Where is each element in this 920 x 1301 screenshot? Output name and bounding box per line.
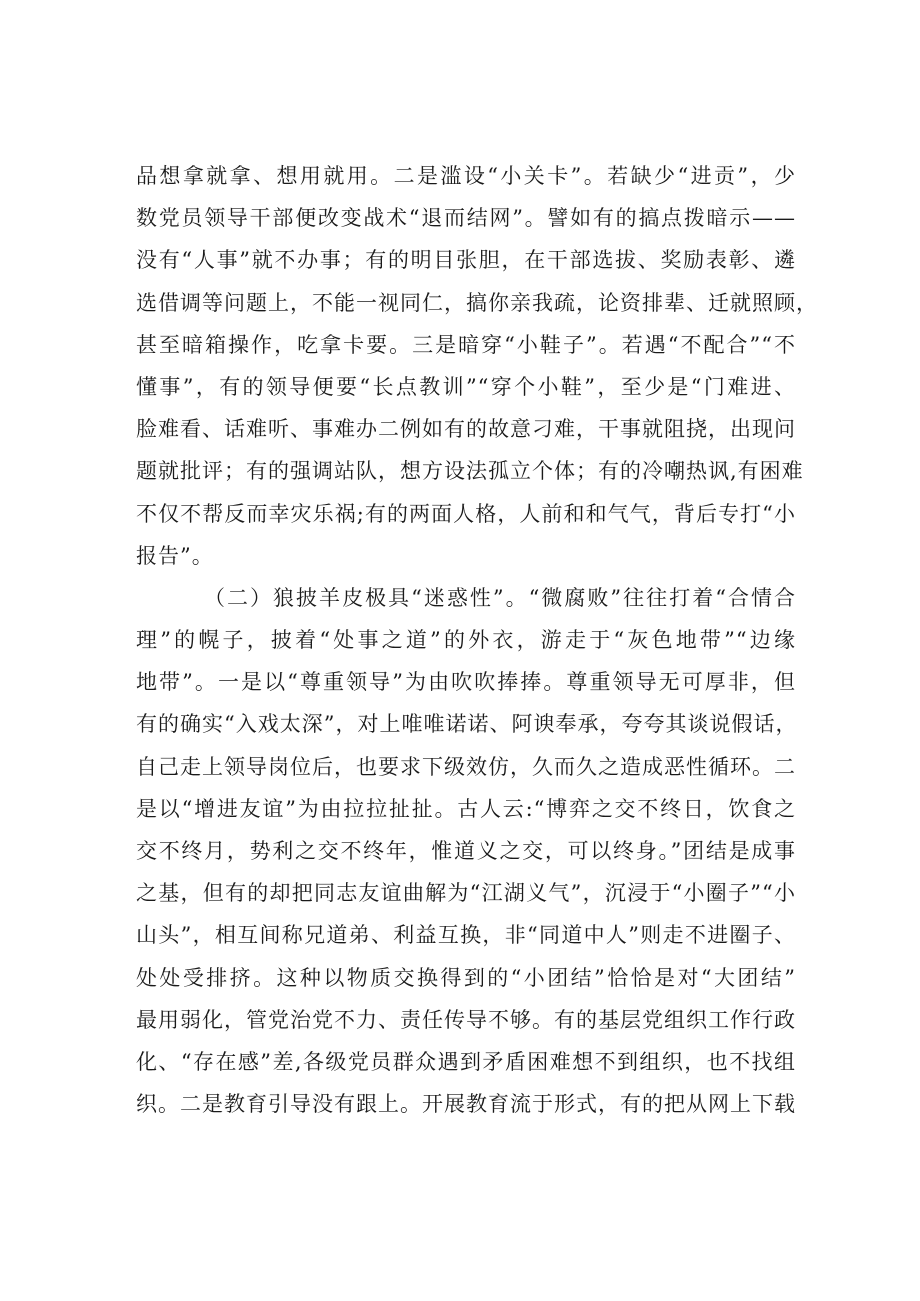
- text-line: 品想拿就拿、想用就用。二是滥设“小关卡”。若缺少“进贡”，少: [136, 164, 796, 188]
- text-line: 选借调等问题上，不能一视同仁，搞你亲我疏，论资排辈、迁就照顾，: [136, 290, 818, 315]
- text-line: 题就批评；有的强调站队，想方设法孤立个体；有的冷嘲热讽,有困难: [136, 459, 804, 484]
- text-line: 山头”，相互间称兄道弟、利益互换，非“同道中人”则走不进圈子、: [136, 923, 796, 948]
- text-line: 织。二是教育引导没有跟上。开展教育流于形式，有的把从网上下载: [136, 1092, 796, 1117]
- text-line-paragraph-end: 报告”。: [136, 543, 214, 568]
- text-line: 自己走上领导岗位后，也要求下级效仿，久而久之造成恶性循环。二: [136, 754, 796, 779]
- text-line-paragraph-start: （二）狼披羊皮极具“迷惑性”。“微腐败”往往打着“合情合: [204, 585, 796, 610]
- text-line: 数党员领导干部便改变战术“退而结网”。譬如有的搞点拨暗示——: [136, 206, 796, 231]
- text-line: 没有“人事”就不办事；有的明目张胆，在干部选拔、奖励表彰、遴: [136, 248, 796, 273]
- text-line: 之基，但有的却把同志友谊曲解为“江湖义气”，沉浸于“小圈子”“小: [136, 881, 796, 906]
- text-line: 交不终月，势利之交不终年，惟道义之交，可以终身。”团结是成事: [136, 839, 796, 863]
- text-line: 理”的幌子，披着“处事之道”的外衣，游走于“灰色地带”“边缘: [136, 628, 796, 653]
- text-line: 地带”。一是以“尊重领导”为由吹吹捧捧。尊重领导无可厚非，但: [136, 670, 796, 695]
- text-line: 处处受排挤。这种以物质交换得到的“小团结”恰恰是对“大团结”: [136, 965, 796, 990]
- text-line: 脸难看、话难听、事难办二例如有的故意刁难，干事就阻挠，出现问: [136, 417, 796, 442]
- text-line: 甚至暗箱操作，吃拿卡要。三是暗穿“小鞋子”。若遇“不配合”“不: [136, 332, 796, 357]
- text-line: 最用弱化，管党治党不力、责任传导不够。有的基层党组织工作行政: [136, 1007, 796, 1032]
- text-line: 是以“增进友谊”为由拉拉扯扯。古人云:“博弈之交不终日，饮食之: [136, 796, 796, 821]
- text-line: 懂事”，有的领导便要“长点教训”“穿个小鞋”，至少是“门难进、: [136, 374, 796, 399]
- document-body-text: [136, 155, 818, 1125]
- text-line: 不仅不帮反而幸灾乐祸;有的两面人格，人前和和气气，背后专打“小: [136, 501, 796, 526]
- text-line: 化、“存在感”差,各级党员群众遇到矛盾困难想不到组织，也不找组: [136, 1049, 796, 1074]
- text-line: 有的确实“入戏太深”，对上唯唯诺诺、阿谀奉承，夸夸其谈说假话，: [136, 712, 798, 737]
